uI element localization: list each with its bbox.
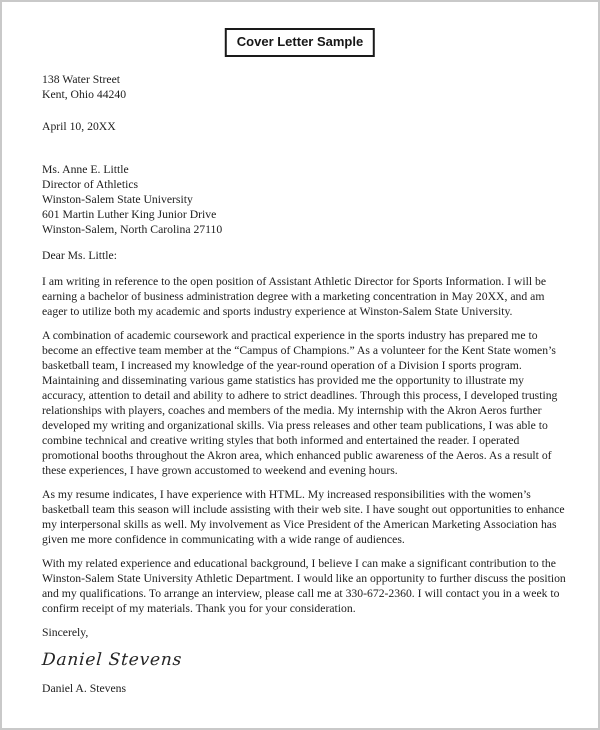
recipient-name: Ms. Anne E. Little <box>42 163 129 176</box>
salutation: Dear Ms. Little: <box>42 249 117 262</box>
sender-address-line: 138 Water Street <box>42 73 121 86</box>
recipient-city-state: Winston-Salem, North Carolina 27110 <box>42 223 223 236</box>
recipient-street: 601 Martin Luther King Junior Drive <box>42 208 217 221</box>
closing: Sincerely, <box>42 626 89 639</box>
document-title-box: Cover Letter Sample <box>225 28 375 57</box>
letter-paragraph: A combination of academic coursework and practical experience in the sports industry has prepared me to become an effective team member at the “Campus of Champions.” As a volunteer for the Kent State women’s basketball team, I increased my knowledge of the year-round operation of a Division I sports program. Maintaining and disseminating various game statistics has provided me the opportunity to illustrate my accuracy, attention to detail and ability to adhere to strict deadlines. Through this process, I developed trusting relationships with players, coaches and members of the media. My internship with the Akron Aeros further developed my writing and organizational skills. Via press releases and other team publications, I was able to combine technical and creative writing styles that both informed and entertained the reader. I operated promotional booths throughout the Akron area, which enhanced public awareness of the Aeros. As a result of these experiences, I have grown accustomed to weekend and evening hours. <box>42 329 558 477</box>
letter-paragraph: With my related experience and educational background, I believe I can make a significant contribution to the Winston-Salem State University Athletic Department. I would like an opportunity to further discuss the position and my qualifications. To arrange an interview, please call me at 330-672-2360. I will contact you in a week to confirm receipt of my materials. Thank you for your consideration. <box>42 557 566 615</box>
sender-address-block <box>42 72 566 102</box>
recipient-title: Director of Athletics <box>42 178 139 191</box>
recipient-organization: Winston-Salem State University <box>42 193 193 206</box>
signature-typed-name: Daniel A. Stevens <box>42 682 127 695</box>
letter-paragraph: I am writing in reference to the open position of Assistant Athletic Director for Sports Information. I will be earning a bachelor of business administration degree with a marketing concentration in May 20XX, and am eager to utilize both my academic and sports industry experience at Winston-Salem State University. <box>42 275 547 318</box>
letter-body <box>42 2 566 696</box>
sender-address-line: Kent, Ohio 44240 <box>42 88 127 101</box>
letter-date: April 10, 20XX <box>42 120 116 133</box>
letter-paragraph: As my resume indicates, I have experience with HTML. My increased responsibilities with the women’s basketball team this season will include assisting with their web site. I have sought out opportunities to enhance my interpersonal skills as well. My involvement as Vice President of the American Marketing Association has given me more confidence in communicating with a wide range of audiences. <box>42 488 565 546</box>
signature-handwritten: Daniel Stevens <box>41 650 183 670</box>
recipient-address-block <box>42 162 566 237</box>
